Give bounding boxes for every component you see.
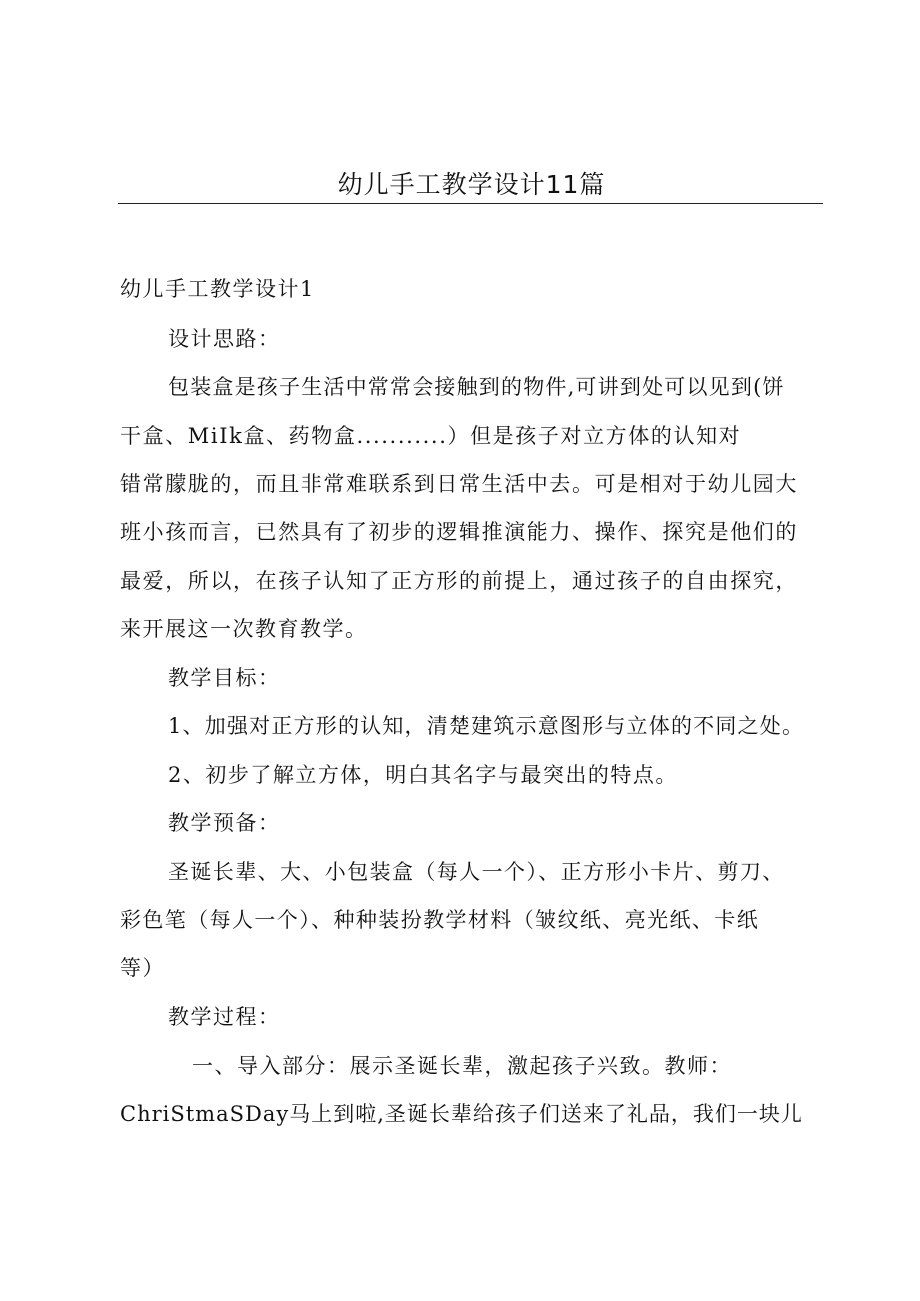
paragraph-line: 错常朦胧的，而且非常难联系到日常生活中去。可是相对于幼儿园大	[120, 472, 798, 496]
prep-line: 圣诞长辈、大、小包装盒（每人一个）、正方形小卡片、剪刀、	[168, 860, 785, 884]
title-underline	[118, 203, 823, 204]
paragraph-line: 包装盒是孩子生活中常常会接触到的物件,可讲到处可以见到(饼	[168, 375, 785, 399]
goal-item: 2、初步了解立方体，明白其名字与最突出的特点。	[168, 763, 678, 787]
paragraph-line: 干盒、MiIk盒、药物盒...........）但是孩子对立方体的认知对	[120, 424, 742, 448]
prep-line: 等）	[120, 956, 165, 980]
document-title: 幼儿手工教学设计11篇	[337, 170, 606, 199]
paragraph-line: 来开展这一次教育教学。	[120, 617, 368, 641]
goal-item: 1、加强对正方形的认知，清楚建筑示意图形与立体的不同之处。	[168, 714, 805, 738]
process-line: ChriStmaSDay马上到啦,圣诞长辈给孩子们送来了礼品，我们一块儿	[120, 1102, 803, 1126]
heading-design-idea: 设计思路：	[168, 327, 281, 351]
heading-goals: 教学目标：	[168, 666, 281, 690]
process-line: 一、导入部分：展示圣诞长辈，激起孩子兴致。教师：	[192, 1054, 732, 1078]
paragraph-line: 最爱，所以，在孩子认知了正方形的前提上，通过孩子的自由探究，	[120, 569, 798, 593]
paragraph-line: 班小孩而言，已然具有了初步的逻辑推演能力、操作、探究是他们的	[120, 520, 798, 544]
heading-process: 教学过程：	[168, 1005, 281, 1029]
section-title: 幼儿手工教学设计1	[120, 277, 315, 301]
prep-line: 彩色笔（每人一个）、种种装扮教学材料（皱纹纸、亮光纸、卡纸	[120, 908, 760, 932]
heading-prep: 教学预备：	[168, 811, 281, 835]
